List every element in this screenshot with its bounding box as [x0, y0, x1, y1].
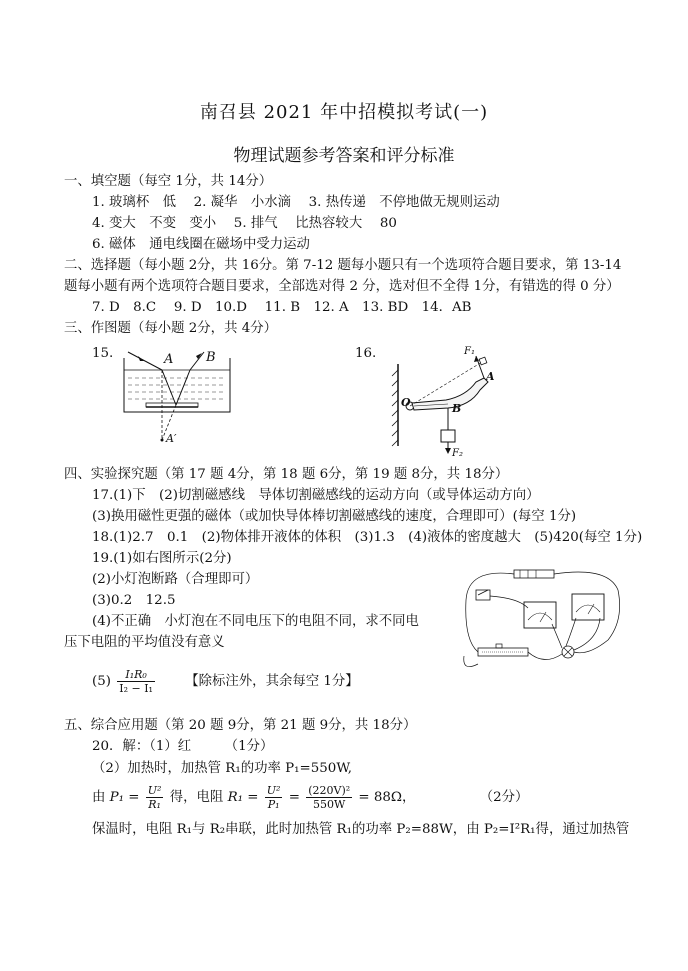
- formula-you: 由: [92, 790, 106, 805]
- section4-line6: (3)0.2 12.5: [92, 593, 176, 608]
- formula-score: （2分）: [479, 790, 529, 805]
- section4-line8: 压下电阻的平均值没有意义: [64, 635, 225, 650]
- q5-frac-numerator: I₁R₀: [117, 668, 155, 682]
- section4-line9: [92, 668, 359, 695]
- section2-line2: 题每小题有两个选项符合题目要求，全部选对得 2 分，选对但不全得 1分，有错选的得 0 分）: [64, 279, 620, 294]
- section1-line2: 4. 变大 不变 变小 5. 排气 比热容较大 80: [92, 216, 397, 231]
- formula-result: = 88Ω，: [358, 790, 416, 805]
- section3-heading: 三、作图题（每小题 2分，共 4分）: [64, 321, 278, 336]
- q5-fraction: [117, 668, 155, 695]
- q5-prefix: (5): [92, 674, 111, 689]
- fig16-label: 16.: [355, 346, 377, 361]
- formula-p1: P₁: [267, 798, 280, 811]
- fig16-point-O: O: [401, 396, 411, 409]
- fig15-point-A: A: [164, 352, 174, 367]
- formula-r1-lhs: R₁ =: [227, 790, 259, 805]
- formula-220-over-550: [306, 784, 352, 811]
- section5-formula-line: 由 P₁ = $\frac{\text{U²}}{\text{R₁}}$ 得，电阻 R₁ = $\frac{\text{U²}}{\text{P₁}}$ = $\frac{\text{(220V)²}}{550W}$ = 88Ω， （2分）: [92, 784, 529, 811]
- fig15-point-A-prime: A′: [166, 432, 177, 445]
- q5-note: 【除标注外，其余每空 1分】: [185, 674, 359, 689]
- figure-19-circuit-diagram: [458, 560, 628, 676]
- formula-u2-over-r1: [146, 784, 164, 811]
- fig16-force-F1: F₁: [464, 346, 475, 357]
- formula-220: (220V)²: [308, 784, 351, 797]
- formula-550: 550W: [313, 798, 346, 811]
- section5-line1: 20．解：（1）红 （1分）: [92, 739, 274, 754]
- fig16-point-B: B: [452, 402, 462, 415]
- fig16-force-F2: F₂: [452, 448, 463, 459]
- section5-heading: 五、综合应用题（第 20 题 9分，第 21 题 9分，共 18分）: [64, 718, 417, 733]
- formula-r1: R₁: [148, 798, 161, 811]
- section5-line4: 保温时，电阻 R₁与 R₂串联，此时加热管 R₁的功率 P₂=88W，由 P₂=I²R₁得，通过加热管: [92, 822, 630, 837]
- formula-u2-b: U²: [266, 784, 281, 797]
- formula-de: 得，电阻: [169, 790, 224, 805]
- section4-heading: 四、实验探究题（第 17 题 4分，第 18 题 6分，第 19 题 8分，共 18分）: [64, 467, 509, 482]
- section2-answers: 7. D 8.C 9. D 10.D 11. B 12. A 13. BD 14．AB: [92, 300, 472, 315]
- section1-line1: 1. 玻璃杯 低 2. 凝华 小水滴 3. 热传递 不停地做无规则运动: [92, 195, 500, 210]
- section1-line3: 6. 磁体 通电线圈在磁场中受力运动: [92, 237, 310, 252]
- fig15-label: 15.: [92, 346, 114, 361]
- section4-line2: (3)换用磁性更强的磁体（或加快导体棒切割磁感线的速度，合理即可）(每空 1分): [92, 509, 577, 524]
- q5-frac-denominator: I₂ − I₁: [119, 682, 153, 695]
- formula-p1-lhs: P₁ =: [109, 790, 140, 805]
- fig15-point-B: B: [206, 350, 216, 365]
- page-title: 南召县 2021 年中招模拟考试(一): [199, 102, 489, 123]
- page-subtitle: 物理试题参考答案和评分标准: [233, 146, 455, 166]
- section4-line3: 18.(1)2.7 0.1 (2)物体排开液体的体积 (3)1.3 (4)液体的密度越大 (5)420(每空 1分): [92, 530, 643, 545]
- section4-line1: 17.(1)下 (2)切割磁感线 导体切割磁感线的运动方向（或导体运动方向）: [92, 488, 540, 503]
- section4-line5: (2)小灯泡断路（合理即可）: [92, 572, 259, 587]
- formula-u2: U²: [147, 784, 162, 797]
- figure-15-reflection-diagram: [118, 348, 238, 448]
- section2-heading: 二、选择题（每小题 2分，共 16分。第 7-12 题每小题只有一个选项符合题目要求，第 13-14: [64, 258, 622, 273]
- section4-line7: (4)不正确 小灯泡在不同电压下的电阻不同，求不同电: [92, 614, 419, 629]
- section4-line4: 19.(1)如右图所示(2分): [92, 551, 232, 566]
- section5-line2: （2）加热时，加热管 R₁的功率 P₁=550W,: [92, 761, 353, 776]
- formula-u2-over-p1: [265, 784, 283, 811]
- fig16-point-A: A: [486, 370, 495, 383]
- section1-heading: 一、填空题（每空 1分，共 14分）: [64, 174, 273, 189]
